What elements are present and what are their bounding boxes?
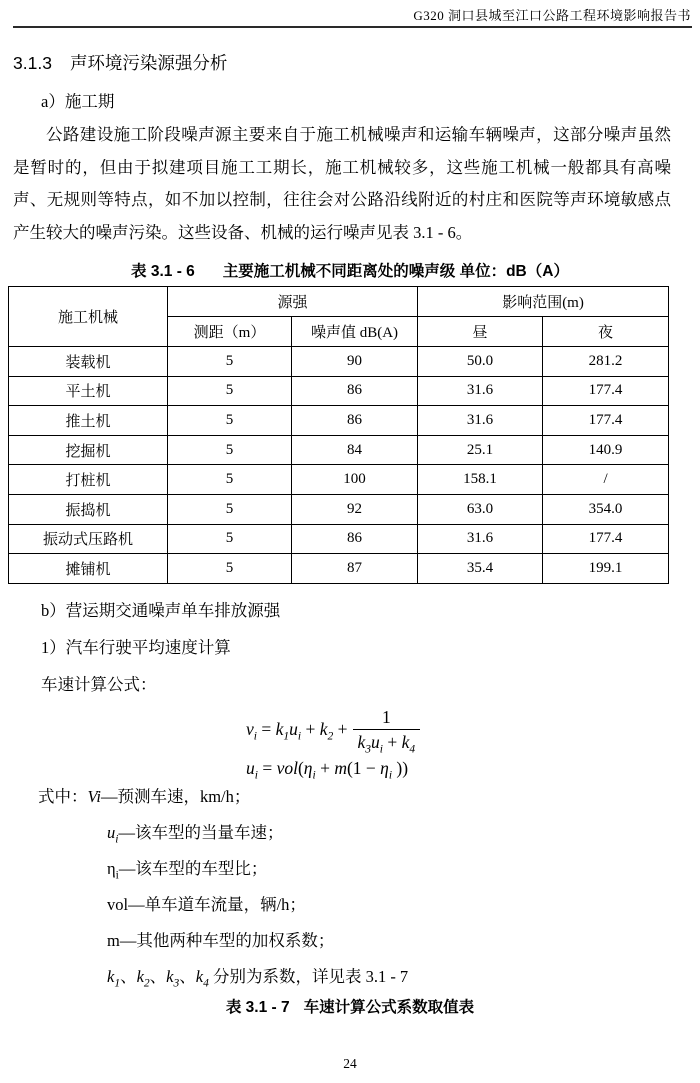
- table6-caption: [0, 259, 700, 281]
- machinery-noise-table: [8, 286, 669, 584]
- text-run: k: [401, 731, 410, 752]
- text-run: u: [289, 719, 298, 740]
- table-cell: 50.0: [418, 347, 543, 377]
- section-title: 声环境污染源强分析: [69, 53, 228, 73]
- page-header: [0, 0, 700, 28]
- table-cell: 35.4: [418, 554, 543, 584]
- table-row: [9, 524, 669, 554]
- speed-formula-lhs: [246, 719, 348, 743]
- table-cell: 5: [168, 347, 292, 377]
- table-cell: 5: [168, 406, 292, 436]
- text-run: =: [256, 719, 276, 740]
- table-cell: 5: [168, 554, 292, 584]
- text-run: u: [371, 731, 380, 752]
- table-cell: 281.2: [543, 347, 669, 377]
- text-run: —该车型的当量车速；: [118, 823, 284, 843]
- text-run: 分别为系数，详见表 3.1 - 7: [208, 967, 409, 987]
- text-run: +: [333, 719, 348, 740]
- table-row: [9, 494, 669, 524]
- table-cell: 5: [168, 376, 292, 406]
- table-cell: 装载机: [9, 347, 168, 377]
- table6-caption-label: 表 3.1 - 6: [131, 263, 195, 280]
- text-run: 1: [381, 706, 391, 727]
- subscript: i: [379, 743, 383, 756]
- table-cell: 推土机: [9, 406, 168, 436]
- table-cell: 5: [168, 435, 292, 465]
- table-cell: 140.9: [543, 435, 669, 465]
- subscript: i: [115, 869, 119, 882]
- subsection-a: a）施工期: [41, 92, 115, 111]
- text-run: —单车道车流量，辆/h；: [128, 895, 306, 915]
- page-footer: [0, 1056, 700, 1072]
- text-run: —该车型的车型比；: [118, 859, 268, 879]
- table-cell: 86: [292, 376, 418, 406]
- text-run: u: [107, 823, 116, 843]
- column-header-machine: 施工机械: [9, 287, 168, 347]
- text-run: 、: [149, 967, 167, 987]
- table-row: [9, 406, 669, 436]
- table-cell: 86: [292, 524, 418, 554]
- table-cell: 31.6: [418, 406, 543, 436]
- table6-caption-text: 主要施工机械不同距离处的噪声级 单位：dB（A）: [222, 263, 569, 280]
- definition-ui: [107, 822, 700, 844]
- text-run: vol: [276, 758, 298, 778]
- definition-vol: [107, 894, 700, 916]
- table-row: [9, 376, 669, 406]
- subscript: i: [297, 730, 302, 743]
- subscript: 2: [327, 730, 334, 743]
- table-cell: 87: [292, 554, 418, 584]
- text-run: —其他两种车型的加权系数；: [119, 931, 335, 951]
- text-run: v: [246, 719, 254, 740]
- definition-m: [107, 930, 700, 952]
- text-run: 、: [120, 967, 137, 987]
- table-cell: 177.4: [543, 406, 669, 436]
- text-run: )): [392, 758, 409, 778]
- page-number: 24: [343, 1056, 357, 1071]
- text-run: 、: [179, 967, 196, 987]
- text-run: +: [301, 719, 320, 740]
- column-header-day: 昼: [418, 317, 543, 347]
- table-cell: 92: [292, 494, 418, 524]
- table-row: [9, 347, 669, 377]
- table-cell: 打桩机: [9, 465, 168, 495]
- table-cell: 5: [168, 524, 292, 554]
- column-header-night: 夜: [543, 317, 669, 347]
- text-run: m: [334, 758, 347, 778]
- table-cell: 90: [292, 347, 418, 377]
- text-run: (1 −: [346, 758, 381, 778]
- table-cell: 挖掘机: [9, 435, 168, 465]
- text-run: =: [257, 758, 277, 778]
- definition-vi: [38, 786, 700, 808]
- item-1-speed-calc: 1）汽车行驶平均速度计算: [41, 637, 231, 657]
- table-cell: /: [543, 465, 669, 495]
- table-cell: 354.0: [543, 494, 669, 524]
- table-cell: 177.4: [543, 376, 669, 406]
- text-run: —预测车速，km/h；: [100, 787, 251, 807]
- definition-eta: [107, 858, 700, 880]
- subscript: 3: [173, 977, 180, 990]
- table-cell: 25.1: [418, 435, 543, 465]
- section-number: 3.1.3: [13, 53, 52, 73]
- subscript: i: [253, 730, 257, 743]
- table-cell: 177.4: [543, 524, 669, 554]
- table-header-row: [9, 287, 669, 317]
- text-run: k: [195, 967, 204, 987]
- subscript: i: [388, 769, 393, 782]
- subscript: 1: [283, 730, 290, 743]
- subscript: i: [254, 769, 258, 782]
- column-group-range: 影响范围(m): [418, 287, 669, 317]
- table-cell: 平土机: [9, 376, 168, 406]
- header-rule: [13, 26, 692, 28]
- text-run: +: [382, 731, 402, 752]
- table-cell: 158.1: [418, 465, 543, 495]
- table-cell: 摊铺机: [9, 554, 168, 584]
- table-cell: 31.6: [418, 524, 543, 554]
- page-body: [0, 50, 700, 1017]
- text-run: k: [319, 719, 328, 740]
- column-group-source: 源强: [168, 287, 418, 317]
- text-run: 式中：: [38, 787, 88, 807]
- text-run: η: [303, 758, 313, 778]
- definition-k-coefficients: [107, 966, 700, 988]
- text-run: η: [107, 859, 116, 879]
- subscript: 2: [143, 977, 150, 990]
- table7-caption-text: 车速计算公式系数取值表: [303, 999, 475, 1017]
- table-cell: 100: [292, 465, 418, 495]
- table7-caption-label: 表 3.1 - 7: [225, 999, 290, 1017]
- table-cell: 86: [292, 406, 418, 436]
- table-cell: 振动式压路机: [9, 524, 168, 554]
- subscript: i: [312, 769, 316, 782]
- table-cell: 199.1: [543, 554, 669, 584]
- speed-formula-fraction: [353, 706, 421, 756]
- table-cell: 31.6: [418, 376, 543, 406]
- formula-intro: 车速计算公式：: [41, 674, 157, 694]
- text-run: k: [275, 719, 284, 740]
- noise-table-header: [9, 287, 669, 347]
- text-run: +: [315, 758, 335, 778]
- text-run: k: [136, 967, 144, 987]
- header-title: G320 洞口县城至江口公路工程环境影响报告书: [413, 8, 691, 23]
- table-cell: 5: [168, 494, 292, 524]
- table7-caption: [0, 995, 700, 1017]
- subscript: 4: [409, 743, 416, 756]
- subscript: 4: [203, 977, 209, 990]
- table-cell: 63.0: [418, 494, 543, 524]
- table-row: [9, 465, 669, 495]
- fraction-denominator: [353, 729, 421, 756]
- text-run: Vi: [87, 787, 101, 807]
- text-run: vol: [107, 895, 129, 915]
- text-run: u: [246, 758, 255, 778]
- table-row: [9, 554, 669, 584]
- column-header-distance: 测距（m）: [168, 317, 292, 347]
- subscript: i: [115, 833, 119, 846]
- text-run: η: [380, 758, 389, 778]
- table-cell: 5: [168, 465, 292, 495]
- section-heading: [13, 50, 700, 75]
- text-run: m: [107, 931, 120, 951]
- construction-noise-paragraph: 公路建设施工阶段噪声源主要来自于施工机械噪声和运输车辆噪声，这部分噪声虽然是暂时的，但由于拟建项目施工工期长，施工机械较多，这些施工机械一般都具有高噪声、无规则等特点，如不加以控制，往往会对公路沿线附近的村庄和医院等声环境敏感点产生较大的噪声污染。这些设备、机械的运行噪声见表 3.1 - 6。: [13, 125, 671, 242]
- text-run: k: [107, 967, 115, 987]
- table-cell: 84: [292, 435, 418, 465]
- table-row: [9, 435, 669, 465]
- text-run: (: [297, 758, 304, 778]
- noise-table-body: [9, 347, 669, 584]
- formula-block: [246, 706, 700, 782]
- symbol-definitions: [0, 786, 700, 988]
- fraction-numerator: [378, 707, 395, 729]
- text-run: k: [357, 731, 366, 752]
- text-run: k: [166, 967, 174, 987]
- column-header-noise-value: 噪声值 dB(A): [292, 317, 418, 347]
- subsection-b: b）营运期交通噪声单车排放源强: [41, 600, 281, 620]
- subscript: 3: [365, 743, 372, 756]
- speed-formula: [246, 706, 700, 756]
- table-cell: 振捣机: [9, 494, 168, 524]
- equivalent-speed-formula: [246, 758, 700, 782]
- subscript: 1: [114, 977, 121, 990]
